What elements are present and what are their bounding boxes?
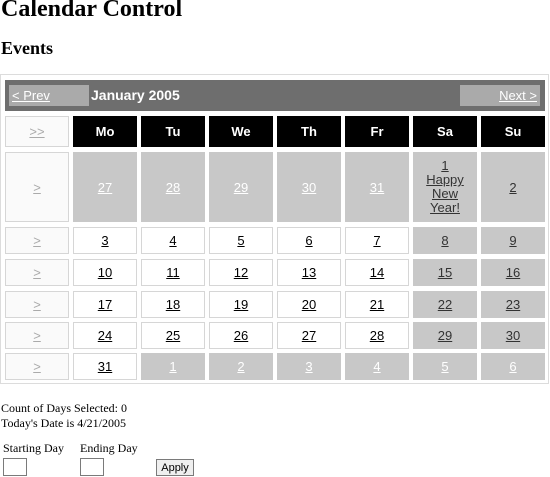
select-month-link[interactable]: >> <box>5 116 69 147</box>
event-text: Year! <box>430 200 460 215</box>
calendar-day[interactable]: 25 <box>141 322 205 349</box>
calendar-day[interactable]: 5 <box>209 227 273 254</box>
calendar-day[interactable]: 3 <box>73 227 137 254</box>
calendar-day[interactable]: 3 <box>277 353 341 380</box>
apply-button[interactable]: Apply <box>156 459 194 476</box>
event-text: New <box>431 186 458 201</box>
calendar-day[interactable]: 31 <box>345 152 409 222</box>
day-name-header: Su <box>481 116 545 147</box>
event-text: Happy <box>426 172 464 187</box>
calendar-day[interactable]: 5 <box>413 353 477 380</box>
next-month-link[interactable]: Next > <box>460 85 540 106</box>
day-name-header: Tu <box>141 116 205 147</box>
calendar-day[interactable]: 9 <box>481 227 545 254</box>
calendar-day[interactable]: 4 <box>345 353 409 380</box>
select-week-link[interactable]: > <box>5 259 69 286</box>
ending-day-input[interactable] <box>80 458 104 476</box>
calendar-day[interactable]: 29 <box>413 322 477 349</box>
calendar-day[interactable]: 17 <box>73 291 137 318</box>
calendar-day[interactable]: 15 <box>413 259 477 286</box>
month-title: January 2005 <box>91 87 180 103</box>
calendar-day[interactable]: 19 <box>209 291 273 318</box>
calendar-day[interactable]: 27 <box>73 152 137 222</box>
calendar-day[interactable]: 28 <box>141 152 205 222</box>
calendar-day[interactable]: 21 <box>345 291 409 318</box>
calendar-day-event[interactable] <box>413 152 477 222</box>
ending-day-label: Ending Day <box>80 441 138 455</box>
day-name-header: Th <box>277 116 341 147</box>
calendar-day[interactable]: 24 <box>73 322 137 349</box>
calendar-day[interactable]: 14 <box>345 259 409 286</box>
calendar-day[interactable]: 2 <box>481 152 545 222</box>
calendar-day[interactable]: 29 <box>209 152 273 222</box>
calendar-day[interactable]: 7 <box>345 227 409 254</box>
select-week-link[interactable]: > <box>5 152 69 222</box>
day-name-header: Mo <box>73 116 137 147</box>
calendar-day[interactable]: 2 <box>209 353 273 380</box>
calendar-day[interactable]: 28 <box>345 322 409 349</box>
calendar-day[interactable]: 22 <box>413 291 477 318</box>
day-number[interactable]: 1 <box>441 158 449 173</box>
section-title: Events <box>1 38 54 58</box>
page-title: Calendar Control <box>1 0 183 22</box>
calendar-day[interactable]: 30 <box>481 322 545 349</box>
calendar-day[interactable]: 13 <box>277 259 341 286</box>
calendar-day[interactable]: 8 <box>413 227 477 254</box>
calendar-day[interactable]: 10 <box>73 259 137 286</box>
calendar-day[interactable]: 11 <box>141 259 205 286</box>
starting-day-input[interactable] <box>3 458 27 476</box>
prev-month-link[interactable]: < Prev <box>9 85 89 106</box>
day-name-header: Sa <box>413 116 477 147</box>
calendar-day[interactable]: 16 <box>481 259 545 286</box>
day-name-header: We <box>209 116 273 147</box>
starting-day-label: Starting Day <box>3 441 64 455</box>
calendar-day[interactable]: 31 <box>73 353 137 380</box>
calendar-day[interactable]: 26 <box>209 322 273 349</box>
day-name-header: Fr <box>345 116 409 147</box>
calendar-day[interactable]: 20 <box>277 291 341 318</box>
calendar-day[interactable]: 23 <box>481 291 545 318</box>
select-week-link[interactable]: > <box>5 322 69 349</box>
calendar-day[interactable]: 6 <box>481 353 545 380</box>
calendar-day[interactable]: 4 <box>141 227 205 254</box>
calendar-day[interactable]: 12 <box>209 259 273 286</box>
select-week-link[interactable]: > <box>5 291 69 318</box>
todays-date: Today's Date is 4/21/2005 <box>1 416 126 430</box>
select-week-link[interactable]: > <box>5 353 69 380</box>
select-week-link[interactable]: > <box>5 227 69 254</box>
calendar-day[interactable]: 18 <box>141 291 205 318</box>
calendar-day[interactable]: 6 <box>277 227 341 254</box>
calendar-day[interactable]: 1 <box>141 353 205 380</box>
calendar-day[interactable]: 30 <box>277 152 341 222</box>
days-selected-count: Count of Days Selected: 0 <box>1 401 127 415</box>
calendar-day[interactable]: 27 <box>277 322 341 349</box>
